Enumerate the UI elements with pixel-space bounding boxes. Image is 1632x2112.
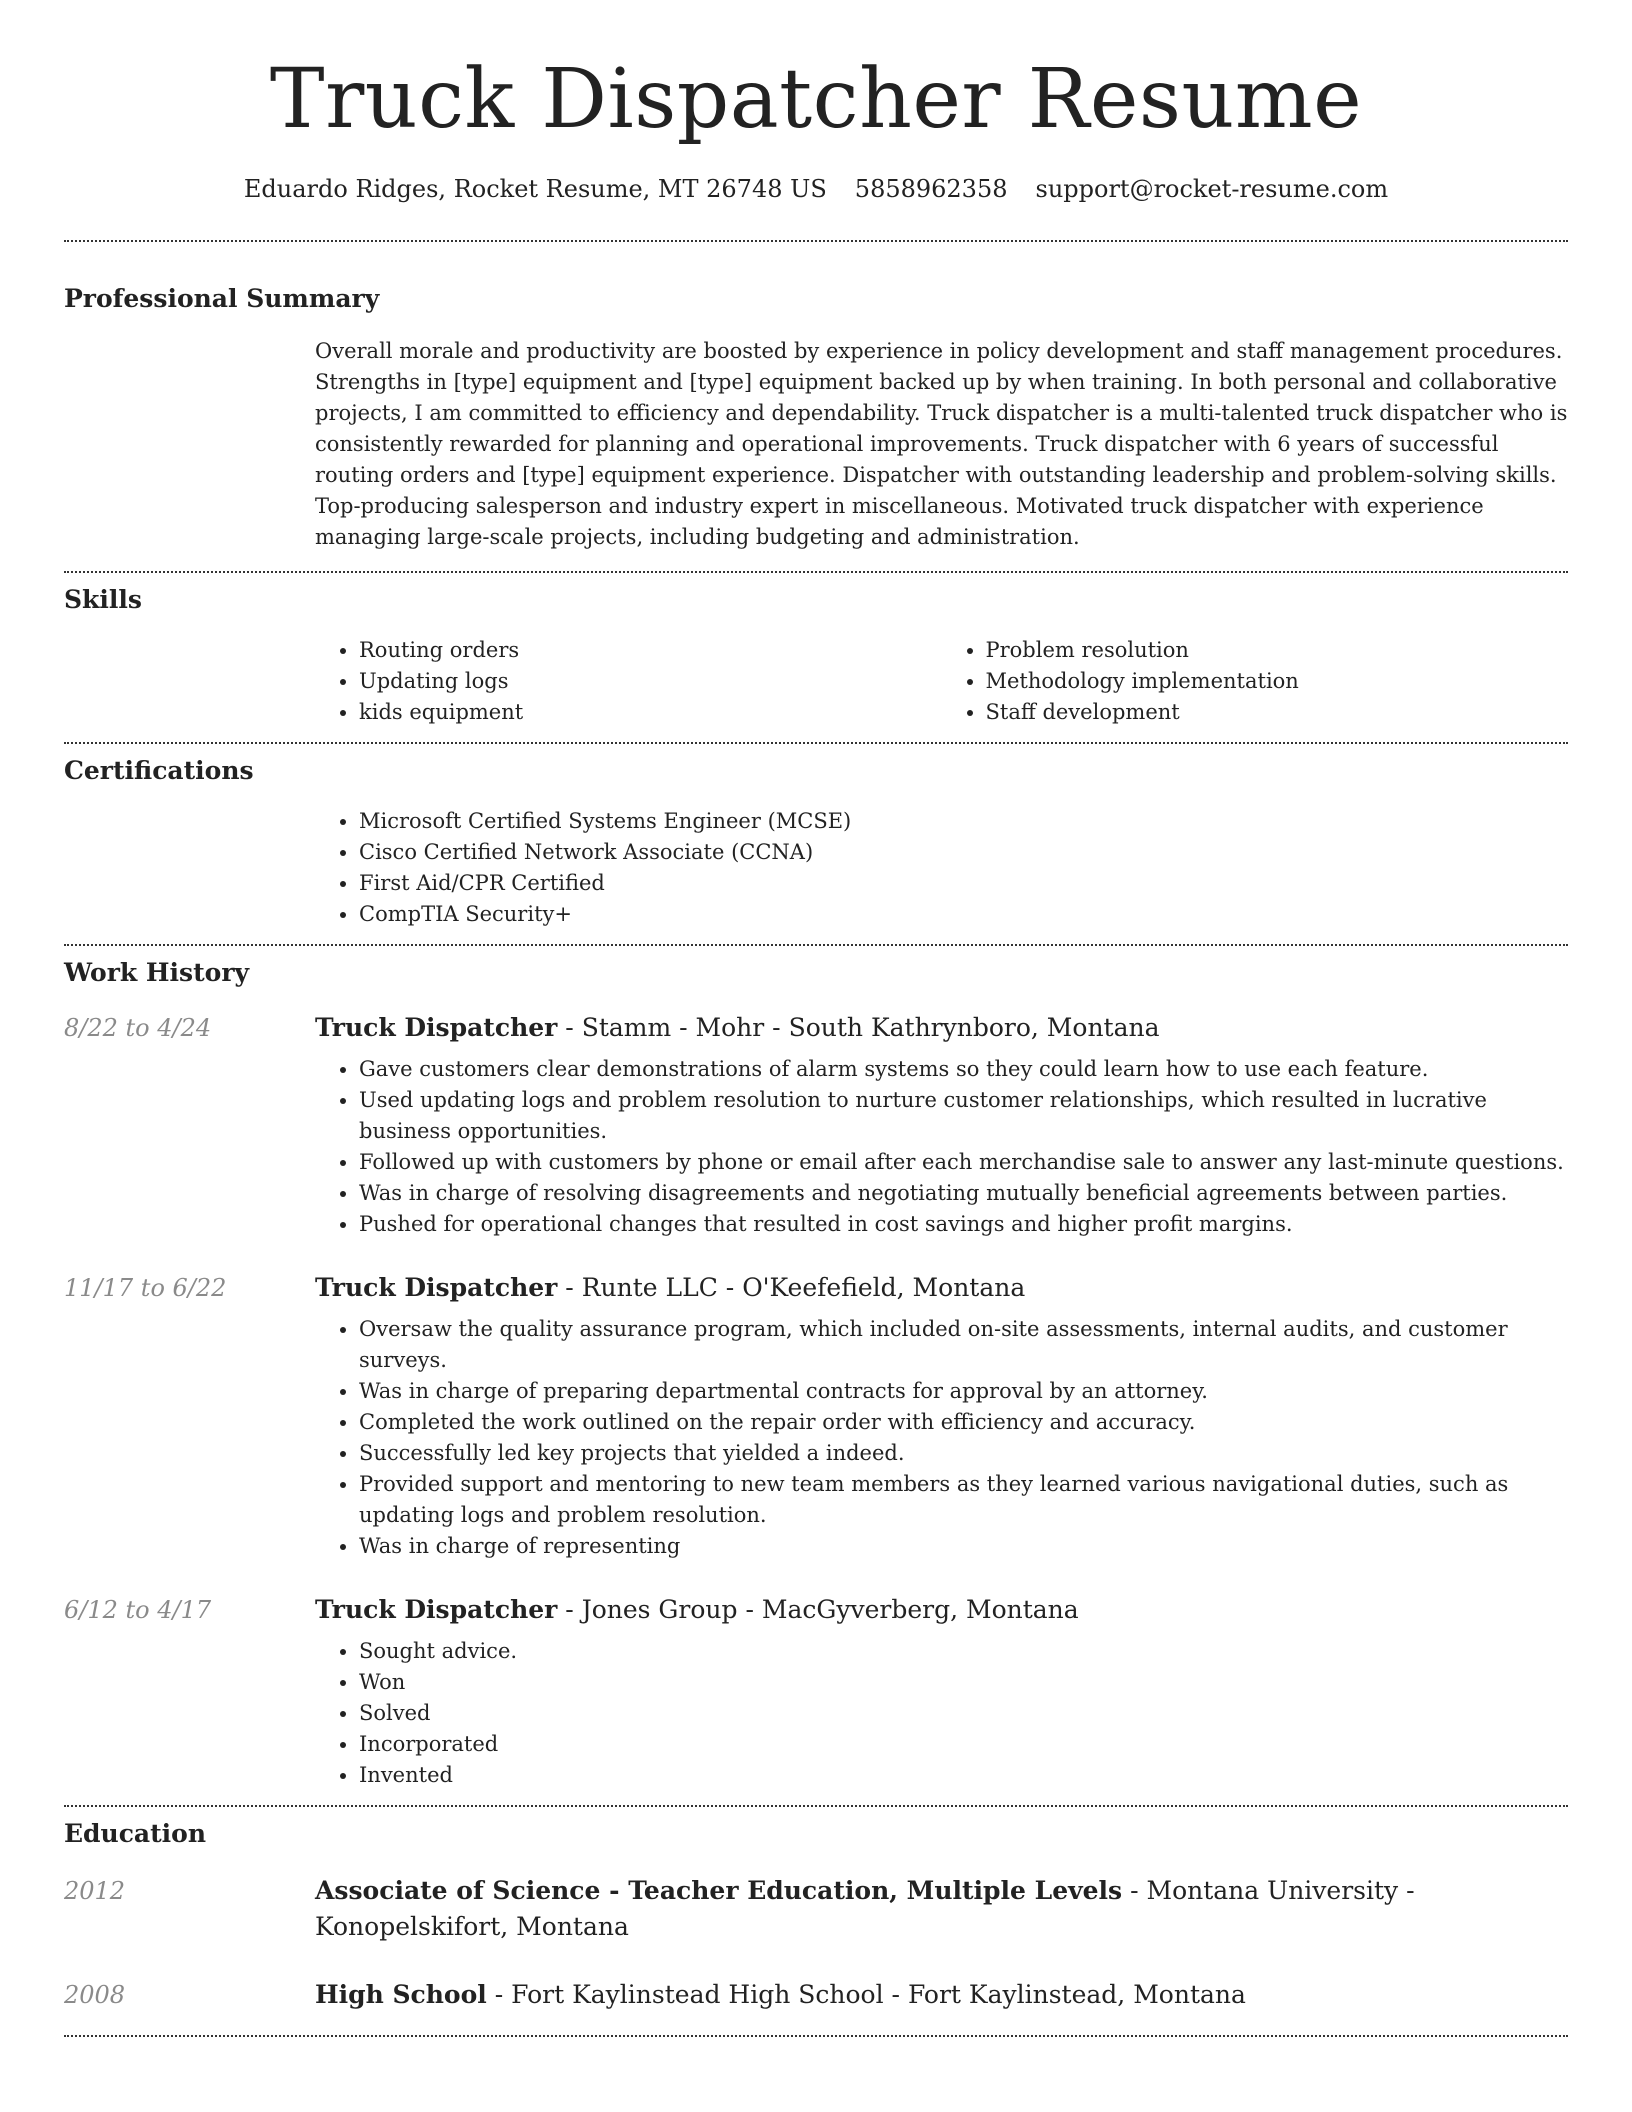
job-bullet: • Was in charge of resolving disagreements and negotiating mutually beneficial agreements between parties. <box>359 1178 1568 1209</box>
resume-title: Truck Dispatcher Resume <box>269 52 1363 147</box>
job-bullet: • Provided support and mentoring to new team members as they learned various navigational duties, such as updating logs and problem resolution. <box>359 1469 1568 1531</box>
education-location: Konopelskifort, Montana <box>315 1912 629 1941</box>
education-entry <box>64 1873 1568 1945</box>
job-bullet: • Sought advice. <box>359 1636 1568 1667</box>
summary-section <box>64 242 1568 553</box>
job-location: MacGyverberg, Montana <box>761 1595 1079 1624</box>
education-year: 2008 <box>64 1981 126 2009</box>
job-bullet: • Followed up with customers by phone or email after each merchandise sale to answer any last-minute questions. <box>359 1147 1568 1178</box>
job-bullet: • Was in charge of preparing departmental contracts for approval by an attorney. <box>359 1376 1568 1407</box>
job-bullet: • Won <box>359 1667 1568 1698</box>
education-heading: High School - Fort Kaylinstead High School - Fort Kaylinstead, Montana <box>315 1980 1246 2009</box>
skills-list-right <box>942 635 1569 728</box>
job-title: Truck Dispatcher <box>315 1273 558 1302</box>
resume-page <box>64 0 1568 2037</box>
education-year: 2012 <box>64 1877 126 1905</box>
work-history-section <box>64 946 1568 1791</box>
skills-list-left <box>315 635 942 728</box>
job-entry <box>64 1270 1568 1562</box>
job-bullet: • Successfully led key projects that yielded a indeed. <box>359 1438 1568 1469</box>
skill-item: • Staff development <box>986 697 1569 728</box>
summary-text: Overall morale and productivity are boosted by experience in policy development and staff management procedures. Strengths in [type] equipment and [type] equipment backed up by when training. In both personal and collaborative projects, I am committed to efficiency and dependability. Truck dispatcher is a multi-talented truck dispatcher who is consistently rewarded for planning and operational improvements. Truck dispatcher with 6 years of successful routing orders and [type] equipment experience. Dispatcher with outstanding leadership and problem-solving skills. Top-producing salesperson and industry expert in miscellaneous. Motivated truck dispatcher with experience managing large-scale projects, including budgeting and administration. <box>315 339 1568 549</box>
education-heading: Associate of Science - Teacher Education, Multiple Levels - Montana University - Konopelskifort, Montana <box>315 1876 1415 1941</box>
job-company: Runte LLC <box>581 1273 718 1302</box>
education-degree: Associate of Science - Teacher Education, Multiple Levels <box>315 1876 1123 1905</box>
job-bullet: • Invented <box>359 1760 1568 1791</box>
section-heading-education: Education <box>64 1819 207 1848</box>
certifications-section <box>64 744 1568 930</box>
contact-phone: 5858962358 <box>854 175 1008 203</box>
education-school: Fort Kaylinstead High School <box>511 1980 884 2009</box>
section-heading-skills: Skills <box>64 585 142 614</box>
contact-email[interactable]: support@rocket-resume.com <box>1035 175 1389 203</box>
contact-line <box>64 172 1568 206</box>
job-title: Truck Dispatcher <box>315 1595 558 1624</box>
job-dates: 8/22 to 4/24 <box>64 1014 212 1042</box>
contact-address: Eduardo Ridges, Rocket Resume, MT 26748 US <box>243 175 827 203</box>
job-bullets <box>315 1636 1568 1791</box>
job-bullet: • Completed the work outlined on the repair order with efficiency and accuracy. <box>359 1407 1568 1438</box>
job-heading: Truck Dispatcher - Stamm - Mohr - South Kathrynboro, Montana <box>315 1013 1160 1042</box>
job-bullet: • Pushed for operational changes that resulted in cost savings and higher profit margins. <box>359 1209 1568 1240</box>
skill-item: • kids equipment <box>359 697 942 728</box>
job-bullet: • Incorporated <box>359 1729 1568 1760</box>
certification-item: • Microsoft Certified Systems Engineer (MCSE) <box>359 806 1568 837</box>
job-entry <box>64 1010 1568 1240</box>
certification-item: • First Aid/CPR Certified <box>359 868 1568 899</box>
job-bullet: • Oversaw the quality assurance program, which included on-site assessments, internal audits, and customer surveys. <box>359 1314 1568 1376</box>
certification-item: • CompTIA Security+ <box>359 899 1568 930</box>
job-heading: Truck Dispatcher - Jones Group - MacGyverberg, Montana <box>315 1595 1079 1624</box>
job-bullets <box>315 1314 1568 1562</box>
job-bullet: • Was in charge of representing <box>359 1531 1568 1562</box>
job-company: Stamm - Mohr <box>581 1013 765 1042</box>
job-entry <box>64 1592 1568 1791</box>
job-location: O'Keefefield, Montana <box>742 1273 1026 1302</box>
job-dates: 6/12 to 4/17 <box>64 1596 212 1624</box>
skill-item: • Problem resolution <box>986 635 1569 666</box>
job-bullet: • Gave customers clear demonstrations of alarm systems so they could learn how to use each feature. <box>359 1054 1568 1085</box>
education-location: Fort Kaylinstead, Montana <box>907 1980 1246 2009</box>
education-degree: High School <box>315 1980 487 2009</box>
job-title: Truck Dispatcher <box>315 1013 558 1042</box>
skill-item: • Updating logs <box>359 666 942 697</box>
job-bullet: • Used updating logs and problem resolution to nurture customer relationships, which resulted in lucrative business opportunities. <box>359 1085 1568 1147</box>
skill-item: • Routing orders <box>359 635 942 666</box>
certifications-list <box>315 806 1568 930</box>
education-section <box>64 1807 1568 2013</box>
section-heading-certifications: Certifications <box>64 756 254 785</box>
skills-section <box>64 573 1568 728</box>
section-heading-summary: Professional Summary <box>64 284 380 313</box>
job-dates: 11/17 to 6/22 <box>64 1274 227 1302</box>
job-company: Jones Group <box>581 1595 738 1624</box>
skill-item: • Methodology implementation <box>986 666 1569 697</box>
job-bullets <box>315 1054 1568 1240</box>
education-school: Montana University <box>1146 1876 1399 1905</box>
education-entry <box>64 1977 1568 2013</box>
job-bullet: • Solved <box>359 1698 1568 1729</box>
section-heading-work-history: Work History <box>64 958 250 987</box>
certification-item: • Cisco Certified Network Associate (CCNA) <box>359 837 1568 868</box>
divider <box>64 2035 1568 2037</box>
job-heading: Truck Dispatcher - Runte LLC - O'Keefefield, Montana <box>315 1273 1026 1302</box>
job-location: South Kathrynboro, Montana <box>788 1013 1160 1042</box>
